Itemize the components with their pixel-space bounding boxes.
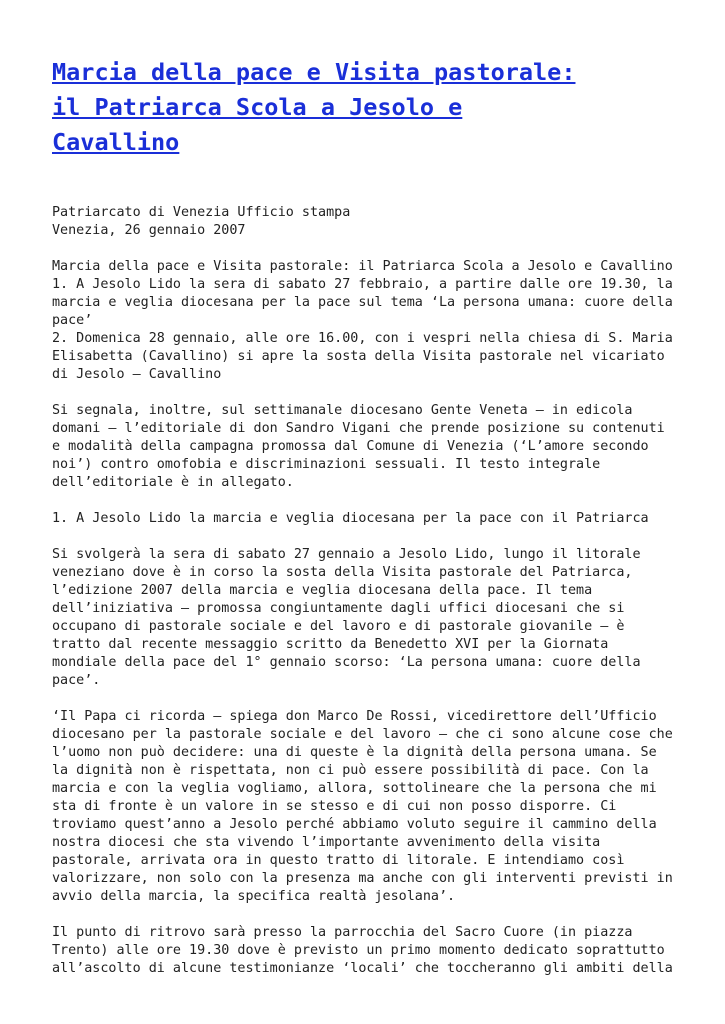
article-title-link[interactable]: Marcia della pace e Visita pastorale: il Patriarca Scola a Jesolo e Cavallino (52, 58, 576, 156)
summary-paragraph: Marcia della pace e Visita pastorale: il Patriarca Scola a Jesolo e Cavallino 1. A Jesolo Lido la sera di sabato 27 febbraio, a partire dalle ore 19.30, la marcia e veglia diocesana per la pace sul tema ‘La persona umana: cuore della pace’ 2. Domenica 28 gennaio, alle ore 16.00, con i vespri nella chiesa di S. Maria Elisabetta (Cavallino) si apre la sosta della Visita pastorale nel vicariato di Jesolo – Cavallino (52, 259, 673, 382)
quote-paragraph: ‘Il Papa ci ricorda – spiega don Marco De Rossi, vicedirettore dell’Ufficio diocesano per la pastorale sociale e del lavoro – che ci sono alcune cose che l’uomo non può decidere: una di queste è la dignità della persona umana. Se la dignità non è rispettata, non ci può essere possibilità di pace. Con la marcia e con la veglia vogliamo, allora, sottolineare che la persona che mi sta di fronte è un valore in se stesso e di cui non posso disporre. Ci troviamo quest’anno a Jesolo perché abbiamo voluto seguire il cammino della nostra diocesi che sta vivendo l’importante avvenimento della visita pastorale, arrivata ora in questo tratto di litorale. E intendiamo così valorizzare, non solo con la presenza ma anche con gli interventi previsti in avvio della marcia, la specifica realtà jesolana’. (52, 709, 673, 904)
body-paragraph: Si svolgerà la sera di sabato 27 gennaio a Jesolo Lido, lungo il litorale veneziano dove è in corso la sosta della Visita pastorale del Patriarca, l’edizione 2007 della marcia e veglia diocesana della pace. Il tema dell’iniziativa – promossa congiuntamente dagli uffici diocesani che si occupano di pastorale sociale e del lavoro e di pastorale giovanile – è tratto dal recente messaggio scritto da Benedetto XVI per la Giornata mondiale della pace del 1° gennaio scorso: ‘La persona umana: cuore della pace’. (52, 547, 641, 688)
section-heading: 1. A Jesolo Lido la marcia e veglia diocesana per la pace con il Patriarca (52, 511, 649, 526)
editorial-note-paragraph: Si segnala, inoltre, sul settimanale diocesano Gente Veneta – in edicola domani – l’editoriale di don Sandro Vigani che prende posizione su contenuti e modalità della campagna promossa dal Comune di Venezia (‘L’amore secondo noi’) contro omofobia e discriminazioni sessuali. Il testo integrale dell’editoriale è in allegato. (52, 403, 665, 490)
press-office-header: Patriarcato di Venezia Ufficio stampa Venezia, 26 gennaio 2007 (52, 205, 351, 238)
meeting-point-paragraph: Il punto di ritrovo sarà presso la parrocchia del Sacro Cuore (in piazza Trento) alle ore 19.30 dove è previsto un primo momento dedicato soprattutto all’ascolto di alcune testimonianze ‘locali’ che toccheranno gli ambiti della (52, 925, 673, 976)
article (52, 55, 680, 996)
